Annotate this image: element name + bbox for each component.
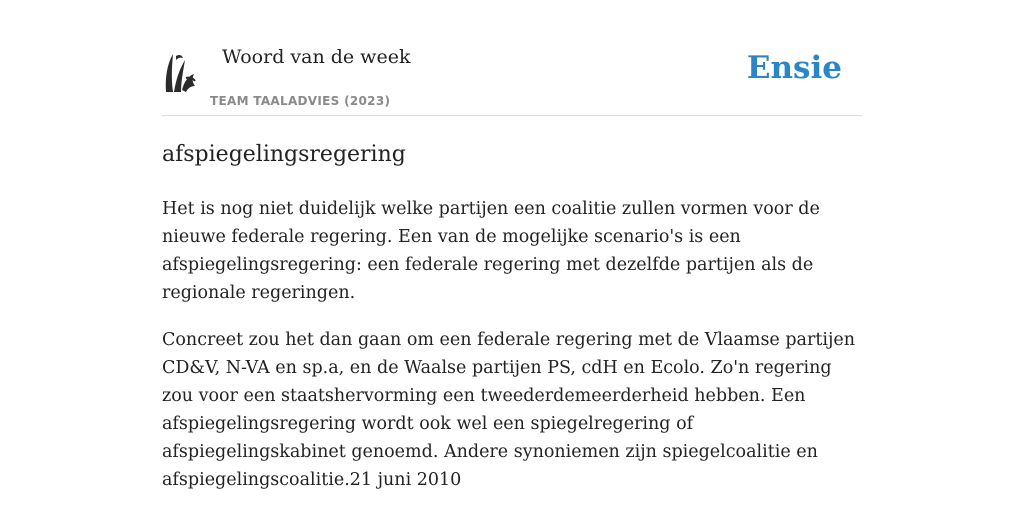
author-label: TEAM TAALADVIES (2023) bbox=[210, 94, 391, 108]
article-paragraph-2: Concreet zou het dan gaan om een federale regering met de Vlaamse partijen CD&V, N-VA en sp.a, en de Waalse partijen PS, cdH en Ecolo. Zo'n regering zou voor een staatshervorming een tweederdemeerderheid hebben. Een afspiegelingsregering wordt ook wel een spiegelregering of afspiegelingskabinet genoemd. Andere synoniemen zijn spiegelcoalitie en afspiegelingscoalitie.21 juni 2010 bbox=[162, 330, 856, 490]
article-header bbox=[162, 40, 862, 116]
series-title: Woord van de week bbox=[222, 46, 411, 68]
flemish-lion-logo-icon bbox=[162, 48, 198, 96]
headword: afspiegelingsregering bbox=[162, 142, 406, 167]
brand-logo[interactable]: Ensie bbox=[746, 50, 842, 86]
article-paragraph-1: Het is nog niet duidelijk welke partijen een coalitie zullen vormen voor de nieuwe federale regering. Een van de mogelijke scenario's is een afspiegelingsregering: een federale regering met dezelfde partijen als de regionale regeringen. bbox=[162, 199, 820, 303]
article-card bbox=[162, 40, 862, 494]
